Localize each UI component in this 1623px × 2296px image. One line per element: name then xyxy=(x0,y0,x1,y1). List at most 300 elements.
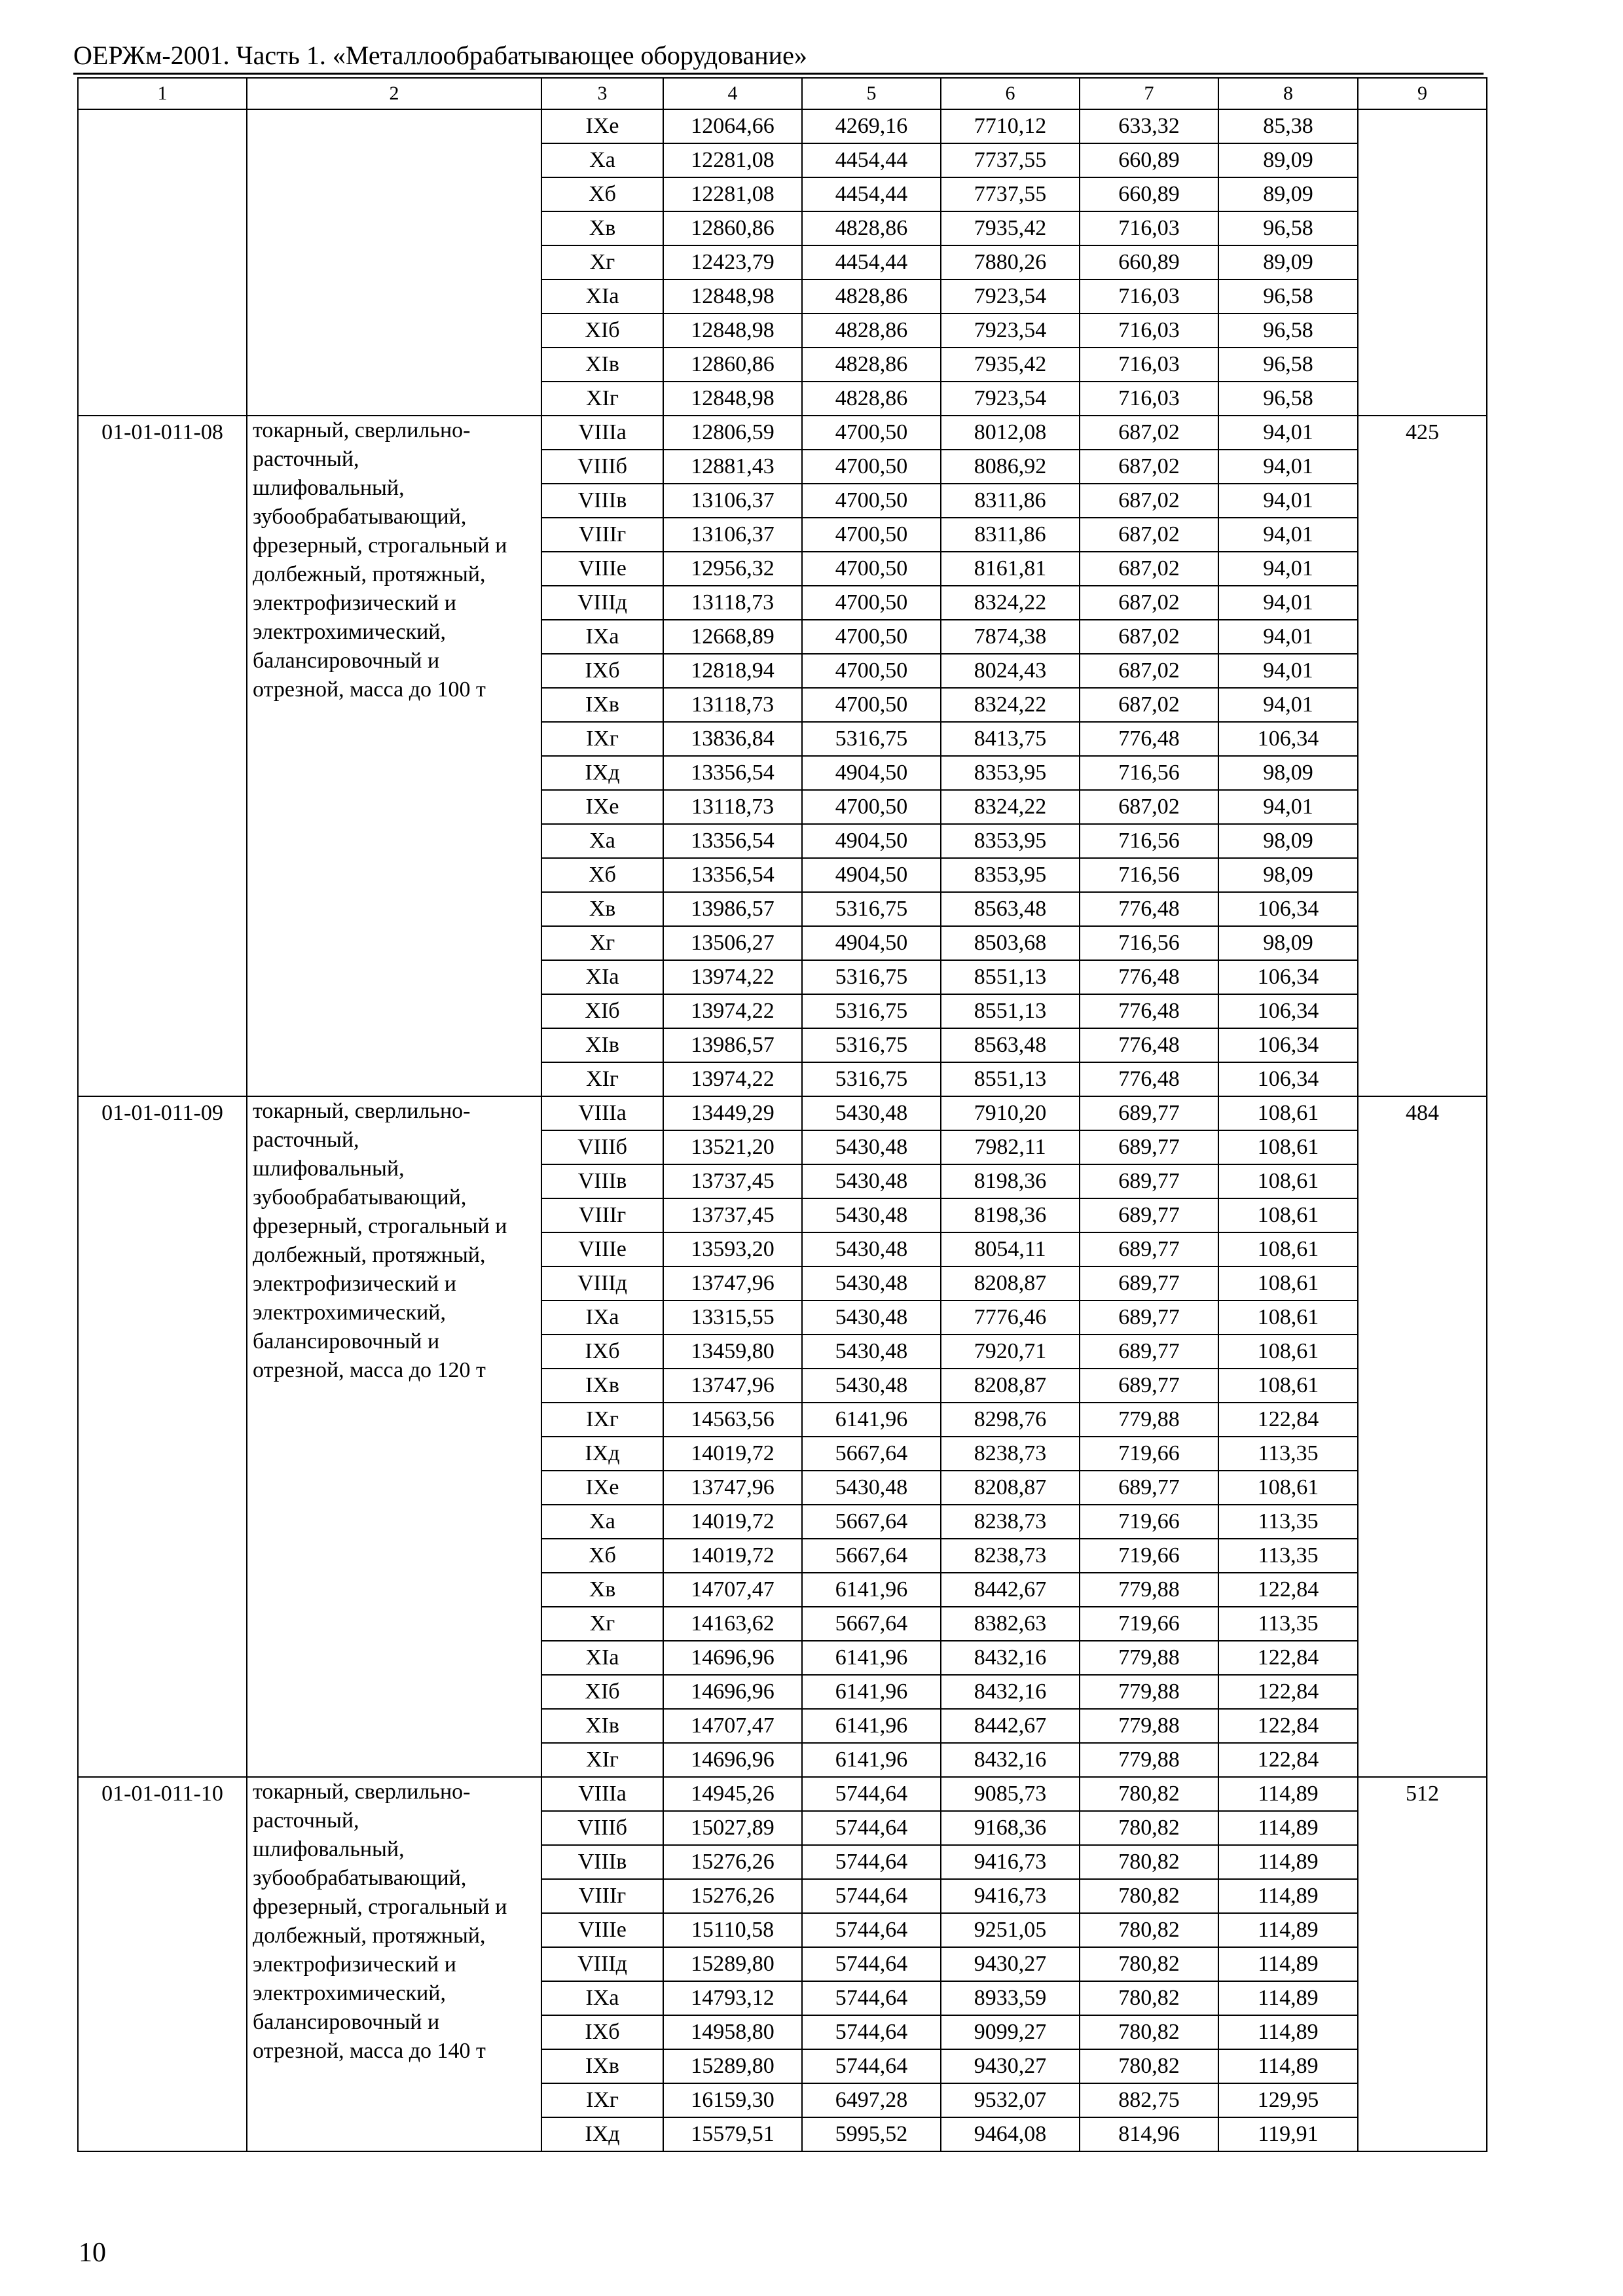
value-cell: 4904,50 xyxy=(802,756,941,790)
value-cell: XIа xyxy=(541,1641,663,1675)
value-cell: 687,02 xyxy=(1080,484,1218,518)
value-cell: 716,56 xyxy=(1080,756,1218,790)
value-cell: 716,03 xyxy=(1080,211,1218,245)
value-cell: IXа xyxy=(541,1300,663,1335)
column9-cell: 425 xyxy=(1358,416,1487,1096)
value-cell: 13974,22 xyxy=(663,1062,802,1096)
value-cell: IXб xyxy=(541,654,663,688)
value-cell: 5316,75 xyxy=(802,722,941,756)
value-cell: 98,09 xyxy=(1218,824,1358,858)
value-cell: 108,61 xyxy=(1218,1266,1358,1300)
value-cell: 13836,84 xyxy=(663,722,802,756)
value-cell: VIIIд xyxy=(541,1947,663,1981)
value-cell: 15276,26 xyxy=(663,1879,802,1913)
value-cell: 108,61 xyxy=(1218,1130,1358,1164)
description-line: долбежный, протяжный, xyxy=(253,1924,486,1948)
value-cell: 108,61 xyxy=(1218,1198,1358,1232)
value-cell: 14019,72 xyxy=(663,1539,802,1573)
value-cell: 8563,48 xyxy=(941,1028,1080,1062)
value-cell: 779,88 xyxy=(1080,1573,1218,1607)
value-cell: XIв xyxy=(541,1709,663,1743)
value-cell: 687,02 xyxy=(1080,688,1218,722)
value-cell: IXв xyxy=(541,2049,663,2083)
value-cell: 12281,08 xyxy=(663,177,802,211)
value-cell: 716,03 xyxy=(1080,348,1218,382)
value-cell: 15110,58 xyxy=(663,1913,802,1947)
value-cell: 9416,73 xyxy=(941,1879,1080,1913)
value-cell: 4700,50 xyxy=(802,654,941,688)
value-cell: 12423,79 xyxy=(663,245,802,279)
table-row xyxy=(78,1777,1487,1811)
value-cell: Xа xyxy=(541,824,663,858)
value-cell: 7920,71 xyxy=(941,1335,1080,1369)
value-cell: 882,75 xyxy=(1080,2083,1218,2117)
value-cell: 5744,64 xyxy=(802,1777,941,1811)
value-cell: VIIIб xyxy=(541,1811,663,1845)
value-cell: 7935,42 xyxy=(941,348,1080,382)
header-rule xyxy=(73,73,1484,75)
description-line: электрофизический и xyxy=(253,591,456,615)
value-cell: 108,61 xyxy=(1218,1164,1358,1198)
value-cell: XIг xyxy=(541,1062,663,1096)
value-cell: 5430,48 xyxy=(802,1369,941,1403)
column9-cell xyxy=(1358,109,1487,416)
value-cell: 106,34 xyxy=(1218,1062,1358,1096)
value-cell: 779,88 xyxy=(1080,1709,1218,1743)
value-cell: 9430,27 xyxy=(941,1947,1080,1981)
value-cell: IXб xyxy=(541,2015,663,2049)
table-body xyxy=(78,78,1487,2151)
value-cell: 119,91 xyxy=(1218,2117,1358,2151)
item-code-cell: 01-01-011-08 xyxy=(78,416,247,1096)
value-cell: 689,77 xyxy=(1080,1471,1218,1505)
value-cell: 4700,50 xyxy=(802,450,941,484)
value-cell: XIг xyxy=(541,382,663,416)
value-cell: 96,58 xyxy=(1218,382,1358,416)
value-cell: 13118,73 xyxy=(663,586,802,620)
description-line: зубообрабатывающий, xyxy=(253,505,467,529)
value-cell: 12956,32 xyxy=(663,552,802,586)
value-cell: 114,89 xyxy=(1218,1811,1358,1845)
value-cell: 716,03 xyxy=(1080,279,1218,314)
value-cell: 96,58 xyxy=(1218,314,1358,348)
value-cell: VIIIд xyxy=(541,586,663,620)
value-cell: 13974,22 xyxy=(663,994,802,1028)
value-cell: 776,48 xyxy=(1080,960,1218,994)
column-number: 1 xyxy=(78,78,247,109)
value-cell: Xг xyxy=(541,1607,663,1641)
value-cell: 8353,95 xyxy=(941,858,1080,892)
value-cell: 716,56 xyxy=(1080,858,1218,892)
value-cell: 689,77 xyxy=(1080,1096,1218,1130)
value-cell: VIIIе xyxy=(541,1913,663,1947)
value-cell: 776,48 xyxy=(1080,722,1218,756)
item-code-cell xyxy=(78,109,247,416)
value-cell: 8161,81 xyxy=(941,552,1080,586)
value-cell: 15289,80 xyxy=(663,1947,802,1981)
value-cell: 4828,86 xyxy=(802,279,941,314)
value-cell: 6497,28 xyxy=(802,2083,941,2117)
value-cell: 687,02 xyxy=(1080,518,1218,552)
item-code-cell: 01-01-011-09 xyxy=(78,1096,247,1777)
value-cell: XIб xyxy=(541,1675,663,1709)
value-cell: 108,61 xyxy=(1218,1471,1358,1505)
value-cell: 13747,96 xyxy=(663,1471,802,1505)
value-cell: 14696,96 xyxy=(663,1743,802,1777)
value-cell: 13986,57 xyxy=(663,1028,802,1062)
value-cell: 689,77 xyxy=(1080,1266,1218,1300)
value-cell: 5744,64 xyxy=(802,1879,941,1913)
value-cell: Xа xyxy=(541,143,663,177)
value-cell: 5316,75 xyxy=(802,1028,941,1062)
description-line: долбежный, протяжный, xyxy=(253,1243,486,1267)
value-cell: VIIIг xyxy=(541,1198,663,1232)
value-cell: 13737,45 xyxy=(663,1198,802,1232)
value-cell: 6141,96 xyxy=(802,1573,941,1607)
value-cell: 9464,08 xyxy=(941,2117,1080,2151)
value-cell: 5667,64 xyxy=(802,1539,941,1573)
value-cell: 12860,86 xyxy=(663,211,802,245)
description-line: расточный, xyxy=(253,1128,359,1152)
value-cell: 780,82 xyxy=(1080,2015,1218,2049)
value-cell: 4828,86 xyxy=(802,348,941,382)
description-line: шлифовальный, xyxy=(253,476,405,500)
description-line: электрохимический, xyxy=(253,620,446,644)
value-cell: IXд xyxy=(541,2117,663,2151)
value-cell: 5430,48 xyxy=(802,1266,941,1300)
value-cell: 13315,55 xyxy=(663,1300,802,1335)
value-cell: 689,77 xyxy=(1080,1335,1218,1369)
value-cell: 94,01 xyxy=(1218,518,1358,552)
value-cell: 8551,13 xyxy=(941,1062,1080,1096)
value-cell: 6141,96 xyxy=(802,1743,941,1777)
value-cell: 98,09 xyxy=(1218,756,1358,790)
description-line: расточный, xyxy=(253,447,359,471)
value-cell: 114,89 xyxy=(1218,1981,1358,2015)
value-cell: VIIIа xyxy=(541,416,663,450)
value-cell: 96,58 xyxy=(1218,348,1358,382)
table-row xyxy=(78,109,1487,143)
value-cell: 5744,64 xyxy=(802,2049,941,2083)
value-cell: 12848,98 xyxy=(663,382,802,416)
value-cell: 6141,96 xyxy=(802,1641,941,1675)
value-cell: 114,89 xyxy=(1218,1845,1358,1879)
value-cell: 13118,73 xyxy=(663,790,802,824)
description-line: отрезной, масса до 120 т xyxy=(253,1358,486,1382)
value-cell: VIIIг xyxy=(541,1879,663,1913)
value-cell: 4700,50 xyxy=(802,484,941,518)
value-cell: 4904,50 xyxy=(802,926,941,960)
value-cell: 114,89 xyxy=(1218,2049,1358,2083)
value-cell: 122,84 xyxy=(1218,1743,1358,1777)
value-cell: 4454,44 xyxy=(802,245,941,279)
value-cell: 4828,86 xyxy=(802,211,941,245)
value-cell: 94,01 xyxy=(1218,790,1358,824)
value-cell: IXе xyxy=(541,790,663,824)
value-cell: XIб xyxy=(541,314,663,348)
description-line: балансировочный и xyxy=(253,1329,440,1354)
table-row xyxy=(78,416,1487,450)
value-cell: 6141,96 xyxy=(802,1403,941,1437)
value-cell: 4904,50 xyxy=(802,858,941,892)
value-cell: 5430,48 xyxy=(802,1300,941,1335)
description-line: расточный, xyxy=(253,1808,359,1833)
value-cell: 8311,86 xyxy=(941,518,1080,552)
value-cell: 9416,73 xyxy=(941,1845,1080,1879)
value-cell: 8551,13 xyxy=(941,994,1080,1028)
value-cell: 8086,92 xyxy=(941,450,1080,484)
value-cell: 8054,11 xyxy=(941,1232,1080,1266)
value-cell: 8311,86 xyxy=(941,484,1080,518)
value-cell: 14019,72 xyxy=(663,1437,802,1471)
value-cell: 13593,20 xyxy=(663,1232,802,1266)
description-line: долбежный, протяжный, xyxy=(253,562,486,586)
value-cell: 8198,36 xyxy=(941,1164,1080,1198)
value-cell: 5316,75 xyxy=(802,994,941,1028)
value-cell: 780,82 xyxy=(1080,2049,1218,2083)
value-cell: Xв xyxy=(541,211,663,245)
value-cell: 8238,73 xyxy=(941,1539,1080,1573)
value-cell: XIб xyxy=(541,994,663,1028)
value-cell: 96,58 xyxy=(1218,279,1358,314)
value-cell: 106,34 xyxy=(1218,1028,1358,1062)
value-cell: VIIIе xyxy=(541,552,663,586)
value-cell: 687,02 xyxy=(1080,416,1218,450)
value-cell: 89,09 xyxy=(1218,245,1358,279)
value-cell: 779,88 xyxy=(1080,1641,1218,1675)
value-cell: 687,02 xyxy=(1080,620,1218,654)
description-line: токарный, сверлильно- xyxy=(253,1099,471,1123)
value-cell: VIIIе xyxy=(541,1232,663,1266)
value-cell: 98,09 xyxy=(1218,926,1358,960)
value-cell: 5744,64 xyxy=(802,1981,941,2015)
value-cell: 114,89 xyxy=(1218,2015,1358,2049)
value-cell: 8324,22 xyxy=(941,790,1080,824)
description-line: шлифовальный, xyxy=(253,1157,405,1181)
value-cell: 13459,80 xyxy=(663,1335,802,1369)
description-line: электрохимический, xyxy=(253,1981,446,2005)
value-cell: 94,01 xyxy=(1218,620,1358,654)
description-line: электрофизический и xyxy=(253,1272,456,1296)
description-line: фрезерный, строгальный и xyxy=(253,533,507,558)
value-cell: 5316,75 xyxy=(802,960,941,994)
value-cell: 14019,72 xyxy=(663,1505,802,1539)
value-cell: 94,01 xyxy=(1218,688,1358,722)
value-cell: 13986,57 xyxy=(663,892,802,926)
value-cell: 4904,50 xyxy=(802,824,941,858)
column9-cell: 512 xyxy=(1358,1777,1487,2151)
column-number-row xyxy=(78,78,1487,109)
value-cell: 122,84 xyxy=(1218,1641,1358,1675)
price-table xyxy=(77,77,1487,2152)
value-cell: 8324,22 xyxy=(941,586,1080,620)
value-cell: 8353,95 xyxy=(941,756,1080,790)
value-cell: 8208,87 xyxy=(941,1266,1080,1300)
value-cell: 780,82 xyxy=(1080,1845,1218,1879)
value-cell: 5667,64 xyxy=(802,1437,941,1471)
value-cell: 5744,64 xyxy=(802,1845,941,1879)
value-cell: Xв xyxy=(541,1573,663,1607)
value-cell: 780,82 xyxy=(1080,1913,1218,1947)
value-cell: Xб xyxy=(541,177,663,211)
value-cell: 94,01 xyxy=(1218,654,1358,688)
value-cell: 687,02 xyxy=(1080,552,1218,586)
value-cell: 94,01 xyxy=(1218,450,1358,484)
value-cell: 689,77 xyxy=(1080,1369,1218,1403)
value-cell: 106,34 xyxy=(1218,960,1358,994)
table-row xyxy=(78,1096,1487,1130)
value-cell: 94,01 xyxy=(1218,586,1358,620)
value-cell: XIв xyxy=(541,1028,663,1062)
value-cell: 114,89 xyxy=(1218,1777,1358,1811)
page-number: 10 xyxy=(79,2238,106,2268)
value-cell: 5316,75 xyxy=(802,1062,941,1096)
value-cell: 689,77 xyxy=(1080,1130,1218,1164)
value-cell: Xг xyxy=(541,926,663,960)
value-cell: 687,02 xyxy=(1080,450,1218,484)
value-cell: 4700,50 xyxy=(802,552,941,586)
description-line: балансировочный и xyxy=(253,2010,440,2034)
value-cell: XIа xyxy=(541,960,663,994)
value-cell: 8024,43 xyxy=(941,654,1080,688)
value-cell: 687,02 xyxy=(1080,654,1218,688)
value-cell: 716,03 xyxy=(1080,382,1218,416)
value-cell: 108,61 xyxy=(1218,1335,1358,1369)
value-cell: 14163,62 xyxy=(663,1607,802,1641)
value-cell: 776,48 xyxy=(1080,892,1218,926)
value-cell: 7880,26 xyxy=(941,245,1080,279)
value-cell: IXе xyxy=(541,1471,663,1505)
value-cell: 4269,16 xyxy=(802,109,941,143)
value-cell: IXв xyxy=(541,688,663,722)
value-cell: 13747,96 xyxy=(663,1266,802,1300)
value-cell: 5430,48 xyxy=(802,1130,941,1164)
value-cell: 7737,55 xyxy=(941,177,1080,211)
value-cell: 14958,80 xyxy=(663,2015,802,2049)
value-cell: 7923,54 xyxy=(941,382,1080,416)
value-cell: 122,84 xyxy=(1218,1675,1358,1709)
value-cell: 4828,86 xyxy=(802,382,941,416)
description-line: токарный, сверлильно- xyxy=(253,1780,471,1804)
value-cell: 14793,12 xyxy=(663,1981,802,2015)
value-cell: 780,82 xyxy=(1080,1879,1218,1913)
value-cell: 689,77 xyxy=(1080,1300,1218,1335)
value-cell: 779,88 xyxy=(1080,1675,1218,1709)
value-cell: 12848,98 xyxy=(663,279,802,314)
description-line: балансировочный и xyxy=(253,649,440,673)
description-line: электрохимический, xyxy=(253,1300,446,1325)
value-cell: 13106,37 xyxy=(663,518,802,552)
value-cell: 14696,96 xyxy=(663,1675,802,1709)
value-cell: 106,34 xyxy=(1218,994,1358,1028)
value-cell: 776,48 xyxy=(1080,1062,1218,1096)
description-line: отрезной, масса до 100 т xyxy=(253,677,486,702)
value-cell: 13974,22 xyxy=(663,960,802,994)
value-cell: 8324,22 xyxy=(941,688,1080,722)
value-cell: 12064,66 xyxy=(663,109,802,143)
value-cell: VIIIб xyxy=(541,450,663,484)
value-cell: 85,38 xyxy=(1218,109,1358,143)
value-cell: 12281,08 xyxy=(663,143,802,177)
description-line: фрезерный, строгальный и xyxy=(253,1895,507,1919)
value-cell: 6141,96 xyxy=(802,1709,941,1743)
value-cell: 8238,73 xyxy=(941,1437,1080,1471)
value-cell: 7982,11 xyxy=(941,1130,1080,1164)
value-cell: 719,66 xyxy=(1080,1539,1218,1573)
value-cell: 94,01 xyxy=(1218,484,1358,518)
value-cell: 4700,50 xyxy=(802,790,941,824)
value-cell: 8298,76 xyxy=(941,1403,1080,1437)
value-cell: 719,66 xyxy=(1080,1607,1218,1641)
value-cell: XIг xyxy=(541,1743,663,1777)
value-cell: 716,56 xyxy=(1080,926,1218,960)
item-description-cell xyxy=(247,1096,541,1777)
value-cell: 6141,96 xyxy=(802,1675,941,1709)
value-cell: Xб xyxy=(541,858,663,892)
value-cell: 780,82 xyxy=(1080,1811,1218,1845)
description-line: зубообрабатывающий, xyxy=(253,1866,467,1890)
value-cell: 7910,20 xyxy=(941,1096,1080,1130)
value-cell: 94,01 xyxy=(1218,416,1358,450)
value-cell: 13356,54 xyxy=(663,824,802,858)
value-cell: 689,77 xyxy=(1080,1232,1218,1266)
value-cell: 8563,48 xyxy=(941,892,1080,926)
value-cell: VIIIв xyxy=(541,484,663,518)
value-cell: 114,89 xyxy=(1218,1879,1358,1913)
value-cell: 8442,67 xyxy=(941,1573,1080,1607)
value-cell: VIIIд xyxy=(541,1266,663,1300)
value-cell: 89,09 xyxy=(1218,177,1358,211)
value-cell: 780,82 xyxy=(1080,1777,1218,1811)
value-cell: 716,56 xyxy=(1080,824,1218,858)
column-number: 4 xyxy=(663,78,802,109)
value-cell: Xб xyxy=(541,1539,663,1573)
value-cell: 8551,13 xyxy=(941,960,1080,994)
value-cell: 8413,75 xyxy=(941,722,1080,756)
description-line: электрофизический и xyxy=(253,1952,456,1977)
description-line: токарный, сверлильно- xyxy=(253,418,471,442)
value-cell: 9168,36 xyxy=(941,1811,1080,1845)
value-cell: 9085,73 xyxy=(941,1777,1080,1811)
value-cell: 13737,45 xyxy=(663,1164,802,1198)
value-cell: 779,88 xyxy=(1080,1403,1218,1437)
value-cell: Xв xyxy=(541,892,663,926)
value-cell: 114,89 xyxy=(1218,1947,1358,1981)
value-cell: 12806,59 xyxy=(663,416,802,450)
value-cell: 9430,27 xyxy=(941,2049,1080,2083)
value-cell: 716,03 xyxy=(1080,314,1218,348)
value-cell: Xг xyxy=(541,245,663,279)
value-cell: 89,09 xyxy=(1218,143,1358,177)
value-cell: 4454,44 xyxy=(802,177,941,211)
value-cell: IXд xyxy=(541,756,663,790)
value-cell: 113,35 xyxy=(1218,1539,1358,1573)
item-description-cell xyxy=(247,416,541,1096)
value-cell: 8208,87 xyxy=(941,1369,1080,1403)
value-cell: 15027,89 xyxy=(663,1811,802,1845)
item-code-cell: 01-01-011-10 xyxy=(78,1777,247,2151)
value-cell: VIIIа xyxy=(541,1777,663,1811)
value-cell: 122,84 xyxy=(1218,1573,1358,1607)
value-cell: 96,58 xyxy=(1218,211,1358,245)
value-cell: 106,34 xyxy=(1218,722,1358,756)
value-cell: 9251,05 xyxy=(941,1913,1080,1947)
page-header: ОЕРЖм-2001. Часть 1. «Металлообрабатывающее оборудование» xyxy=(73,41,807,70)
value-cell: VIIIа xyxy=(541,1096,663,1130)
value-cell: 114,89 xyxy=(1218,1913,1358,1947)
value-cell: 13506,27 xyxy=(663,926,802,960)
value-cell: 8432,16 xyxy=(941,1743,1080,1777)
